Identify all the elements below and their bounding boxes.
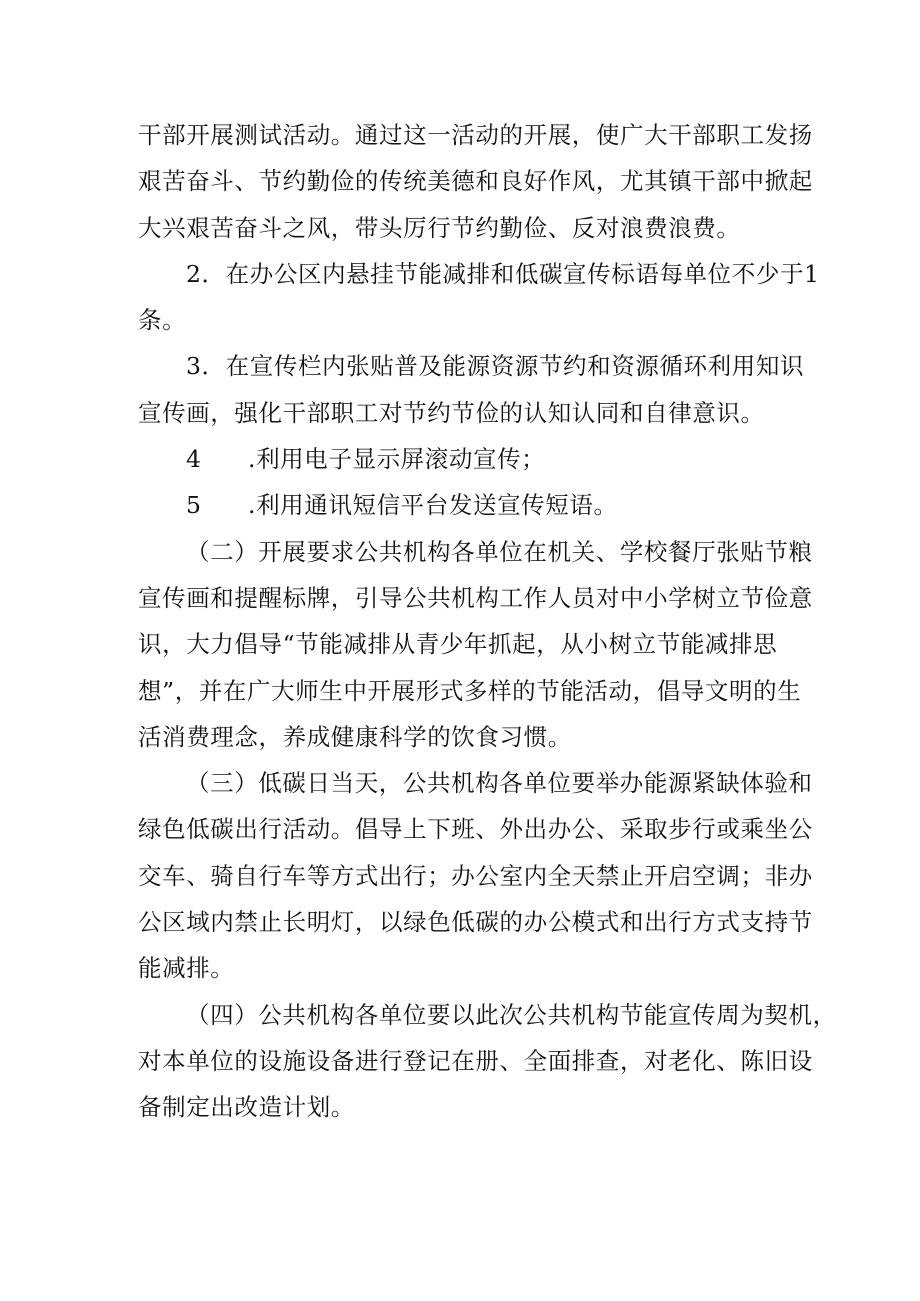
section-3-line: 绿色低碳出行活动。倡导上下班、外出办公、采取步行或乘坐公 xyxy=(138,815,813,844)
paragraph-line: 大兴艰苦奋斗之风，带头厉行节约勤俭、反对浪费浪费。 xyxy=(138,213,741,242)
list-item-5-text: .利用通讯短信平台发送宣传短语。 xyxy=(248,491,618,520)
section-2-line: 活消费理念，养成健康科学的饮食习惯。 xyxy=(138,722,572,751)
section-4-line: 对本单位的设施设备进行登记在册、全面排查，对老化、陈旧设 xyxy=(138,1046,813,1075)
section-3-line: （三）低碳日当天，公共机构各单位要举办能源紧缺体验和 xyxy=(186,769,813,798)
list-item-3-line: 3．在宣传栏内张贴普及能源资源节约和资源循环利用知识 xyxy=(186,352,805,381)
list-item-5-number: 5 xyxy=(186,491,202,520)
section-4-line: 备制定出改造计划。 xyxy=(138,1093,355,1122)
list-item-4-text: .利用电子显示屏滚动宣传； xyxy=(248,445,546,474)
list-item-2-line: 2．在办公区内悬挂节能减排和低碳宣传标语每单位不少于1 xyxy=(186,259,820,288)
list-item-5 xyxy=(138,482,798,528)
section-2-line: 宣传画和提醒标牌，引导公共机构工作人员对中小学树立节俭意 xyxy=(138,583,813,612)
list-item-4-number: 4 xyxy=(186,445,202,474)
section-3-line: 公区域内禁止长明灯，以绿色低碳的办公模式和出行方式支持节 xyxy=(138,908,813,937)
section-2-line: 想”，并在广大师生中开展形式多样的节能活动，倡导文明的生 xyxy=(138,676,802,705)
list-item-3-continuation: 宣传画，强化干部职工对节约节俭的认知认同和自律意识。 xyxy=(138,398,765,427)
section-4-line: （四）公共机构各单位要以此次公共机构节能宣传周为契机， xyxy=(186,1000,837,1029)
document-body xyxy=(138,112,837,1131)
section-3-line: 交车、骑自行车等方式出行；办公室内全天禁止开启空调；非办 xyxy=(138,861,813,890)
section-2-line: （二）开展要求公共机构各单位在机关、学校餐厅张贴节粮 xyxy=(186,537,813,566)
list-item-2-continuation: 条。 xyxy=(138,306,187,335)
list-item-4 xyxy=(138,436,798,482)
paragraph-line: 干部开展测试活动。通过这一活动的开展，使广大干部职工发扬 xyxy=(138,121,813,149)
section-3-line: 能减排。 xyxy=(138,954,235,983)
paragraph-line: 艰苦奋斗、节约勤俭的传统美德和良好作风，尤其镇干部中掀起 xyxy=(138,167,813,196)
section-2-line: 识，大力倡导“节能减排从青少年抓起，从小树立节能减排思 xyxy=(138,630,778,659)
